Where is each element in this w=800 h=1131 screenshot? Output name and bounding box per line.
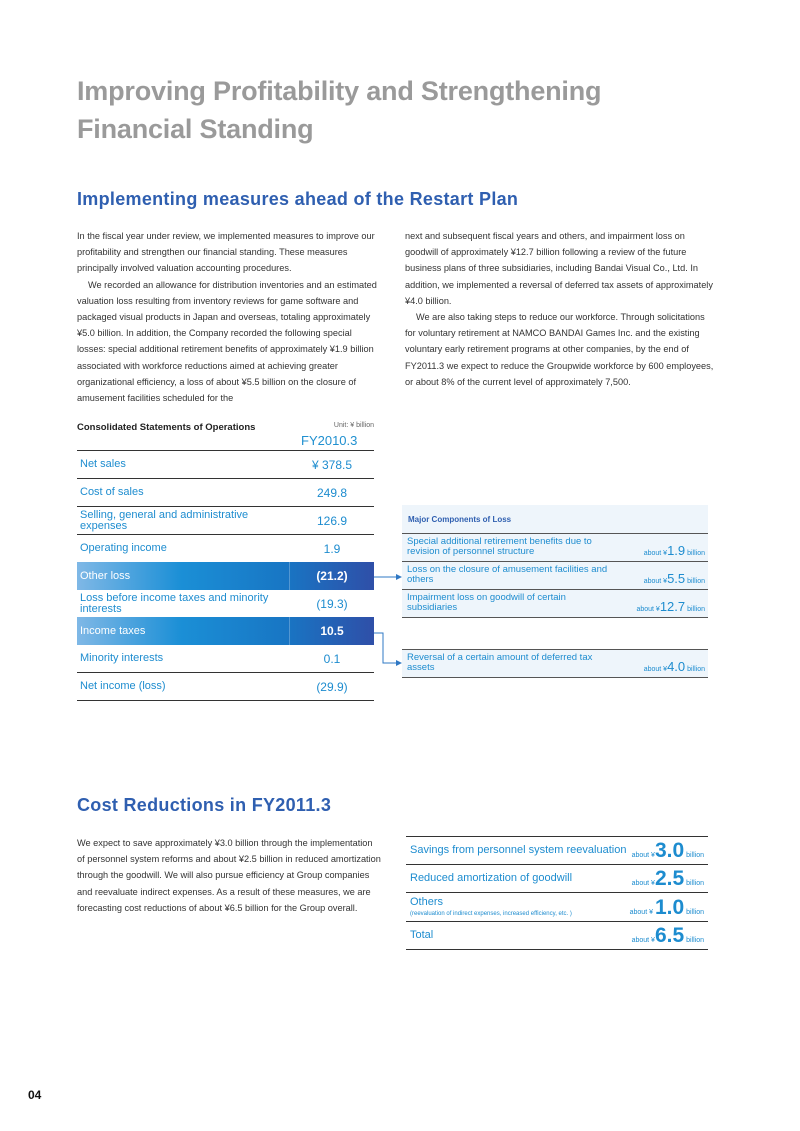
- amount-suffix: billion: [685, 578, 705, 585]
- amount-suffix: billion: [684, 852, 704, 859]
- column-header-fy: FY2010.3: [301, 433, 358, 448]
- section-heading-restart-plan: Implementing measures ahead of the Restart Plan: [77, 189, 519, 209]
- cost-amount: [631, 867, 704, 890]
- amount-value: 2.5: [654, 867, 685, 890]
- operations-table: [77, 420, 374, 701]
- page-title: [77, 72, 601, 148]
- table-row-net-income: [77, 672, 374, 701]
- amount-suffix: billion: [684, 909, 704, 916]
- amount-prefix: about ¥: [643, 666, 668, 673]
- row-label: Operating income: [80, 542, 167, 554]
- paragraph: next and subsequent fiscal years and others, and impairment loss on goodwill of approximately ¥12.7 billion following a review of the future business plans of three subsidiaries, including Bandai Visual Co., Ltd. In addition, we implemented a reversal of deferred tax assets of approximately ¥4.0 billion.: [405, 231, 713, 306]
- cost-amount: [631, 924, 704, 947]
- body-left-column: [77, 228, 382, 406]
- amount-prefix: about ¥: [631, 937, 655, 944]
- amount-suffix: billion: [685, 550, 705, 557]
- page-number: 04: [28, 1088, 42, 1102]
- amount-prefix: about ¥: [631, 880, 655, 887]
- component-label: Impairment loss on goodwill of certain subsidiaries: [407, 592, 566, 613]
- component-amount: [644, 659, 705, 674]
- amount-value: 1.0: [654, 896, 685, 919]
- table-row-operating-income: [77, 534, 374, 562]
- table-row-net-sales: [77, 450, 374, 478]
- amount-prefix: about ¥: [636, 606, 660, 613]
- deferred-tax-reversal-row: [402, 649, 708, 678]
- cost-label: Total: [410, 929, 434, 941]
- cost-row-goodwill: [406, 865, 708, 893]
- paragraph: We expect to save approximately ¥3.0 billion through the implementation of personnel system reforms and about ¥2.5 billion in reduced amortization through the goodwill. We will also pursue efficiency at Group companies and reevaluate indirect expenses. As a result of these measures, we are forecasting cost reductions of about ¥6.5 billion for the Group overall.: [77, 838, 381, 913]
- component-amount: [644, 543, 705, 558]
- cost-reductions-body: [77, 835, 382, 916]
- paragraph: We recorded an allowance for distribution inventories and an estimated valuation loss resulting from inventory reviews for game software and packaged visual products in Japan and overseas, totaling approximately ¥5.0 billion. In addition, the Company recorded the following special losses: special additional retirement benefits of approximately ¥1.9 billion associated with workforce reductions aimed at achieving greater organizational efficiency, a loss of about ¥5.5 billion on the closure of amusement facilities scheduled for the: [77, 279, 377, 404]
- table-row-loss-before-taxes: [77, 590, 374, 617]
- amount-prefix: about ¥: [643, 578, 668, 585]
- cost-label: Savings from personnel system reevaluation: [410, 844, 627, 856]
- paragraph: In the fiscal year under review, we implemented measures to improve our profitability and strengthen our financial standing. These measures principally involved valuation accounting procedures.: [77, 231, 375, 274]
- row-value: 249.8: [316, 485, 348, 500]
- amount-suffix: billion: [685, 606, 705, 613]
- row-value: (29.9): [316, 679, 348, 694]
- row-value: (19.3): [316, 596, 348, 611]
- operations-table-header: [77, 420, 374, 450]
- row-value: 1.9: [323, 541, 341, 556]
- amount-value: 1.9: [667, 543, 686, 558]
- cost-label: Reduced amortization of goodwill: [410, 872, 573, 884]
- unit-label: Unit: ¥ billion: [333, 422, 374, 429]
- row-label: Cost of sales: [80, 486, 144, 498]
- section-heading-cost-reductions: Cost Reductions in FY2011.3: [77, 795, 332, 815]
- cost-row-others: [406, 893, 708, 922]
- cost-label: Others: [410, 896, 444, 908]
- component-label: Special additional retirement benefits due to revision of personnel structure: [407, 536, 592, 557]
- component-label: Loss on the closure of amusement facilities and others: [407, 564, 608, 585]
- component-amount: [636, 599, 705, 614]
- cost-sublabel: (reevaluation of indirect expenses, increased efficiency, etc. ): [410, 911, 572, 917]
- amount-prefix: about ¥: [629, 909, 655, 916]
- row-label: Net sales: [80, 458, 126, 470]
- table-row-cost-of-sales: [77, 478, 374, 506]
- row-label: Other loss: [80, 569, 131, 582]
- row-label: Loss before income taxes and minority interests: [80, 591, 269, 615]
- page-title-line-1: Improving Profitability and Strengthening: [77, 76, 602, 106]
- amount-value: 4.0: [667, 659, 686, 674]
- amount-prefix: about ¥: [631, 852, 655, 859]
- row-label: Income taxes: [80, 624, 146, 637]
- amount-suffix: billion: [685, 666, 705, 673]
- component-amount: [644, 571, 705, 586]
- amount-suffix: billion: [684, 880, 704, 887]
- table-row-income-taxes: [77, 617, 374, 645]
- component-label: Reversal of a certain amount of deferred tax assets: [407, 652, 593, 673]
- cost-reductions-table: [406, 836, 708, 950]
- page-title-line-2: Financial Standing: [77, 114, 314, 144]
- cost-row-personnel: [406, 837, 708, 865]
- body-right-column: [405, 228, 715, 390]
- loss-component-row: [402, 534, 708, 562]
- major-components-heading: Major Components of Loss: [402, 505, 708, 534]
- amount-prefix: about ¥: [643, 550, 668, 557]
- loss-component-row: [402, 562, 708, 590]
- paragraph: We are also taking steps to reduce our workforce. Through solicitations for voluntary retirement at NAMCO BANDAI Games Inc. and the existing voluntary early retirement programs at other companies, by the end of FY2011.3 we expect to reduce the Groupwide workforce by 600 employees, or about 8% of the current level of approximately 7,500.: [405, 312, 714, 387]
- amount-suffix: billion: [684, 937, 704, 944]
- cost-amount: [631, 839, 704, 862]
- table-row-other-loss: [77, 562, 374, 590]
- amount-value: 12.7: [659, 599, 686, 614]
- table-row-sga: [77, 506, 374, 534]
- row-value: ¥ 378.5: [311, 457, 353, 472]
- amount-value: 3.0: [654, 839, 685, 862]
- amount-value: 6.5: [654, 924, 685, 947]
- amount-value: 5.5: [667, 571, 686, 586]
- operations-table-title: Consolidated Statements of Operations: [77, 422, 256, 433]
- row-label: Selling, general and administrative expenses: [80, 508, 249, 532]
- cost-row-total: [406, 922, 708, 950]
- cost-amount: [629, 896, 704, 919]
- row-label: Net income (loss): [80, 680, 166, 692]
- row-value: 126.9: [316, 513, 348, 528]
- row-label: Minority interests: [80, 652, 164, 664]
- loss-component-row: [402, 590, 708, 618]
- table-row-minority-interests: [77, 645, 374, 672]
- row-value: 10.5: [320, 624, 344, 638]
- row-value: 0.1: [323, 651, 341, 666]
- major-components-panel: [402, 505, 708, 618]
- row-value: (21.2): [316, 569, 348, 583]
